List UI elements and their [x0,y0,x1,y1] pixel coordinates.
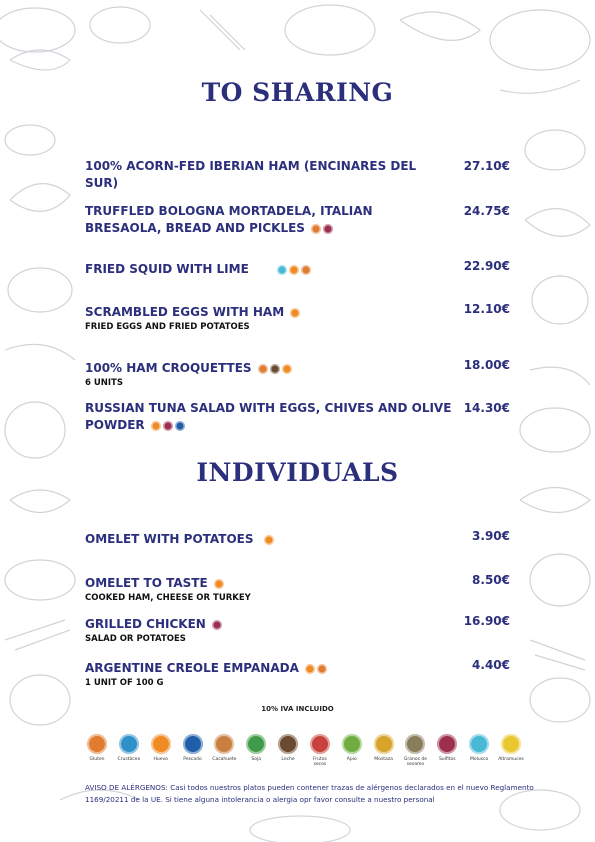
molusco-icon [277,265,287,275]
legend-soja: Soja [243,734,269,767]
huevo-icon [151,734,171,754]
item-price: 4.40€ [472,658,510,672]
item-name: OMELET TO TASTE [85,576,208,590]
vat-included-note: 10% IVA INCLUIDO [261,705,334,713]
item-name: SCRAMBLED EGGS WITH HAM [85,305,285,319]
legend-mostaza: Mostaza [371,734,397,767]
legend-molusco: Molusco [466,734,492,767]
molusco-icon [469,734,489,754]
legend-sulfitos: Sulfitos [434,734,460,767]
altramuces-icon [501,734,521,754]
item-name: ARGENTINE CREOLE EMPANADA [85,661,299,675]
item-name: GRILLED CHICKEN [85,617,206,631]
item-price: 18.00€ [463,358,510,372]
allergen-icons [258,364,292,374]
item-name: 100% HAM CROQUETTES [85,361,252,375]
leche-icon [270,364,280,374]
menu-item [85,613,515,645]
allergen-icons [264,535,274,545]
item-name: FRIED SQUID WITH LIME [85,262,249,276]
gluten-icon [301,265,311,275]
crustaceo-icon [119,734,139,754]
item-price: 14.30€ [463,401,510,415]
sulfitos-icon [163,421,173,431]
item-price: 12.10€ [463,302,510,316]
menu-item [85,657,515,689]
allergen-notice: AVISO DE ALÉRGENOS: Casi todos nuestros platos pueden contener trazas de alérgenos declarados en el nuevo Reglamento 1169/20211 de la UE. Si tiene alguna intolerancia o alergia opr favor consulte a nuestro personal [85,783,534,804]
legend-altramuces: Altramuces [498,734,524,767]
item-description: COOKED HAM, CHEESE OR TURKEY [85,593,251,603]
legend-gluten: Gluten [84,734,110,767]
gluten-icon [258,364,268,374]
gluten-icon [311,224,321,234]
item-name: TRUFFLED BOLOGNA MORTADELA, ITALIAN BRESAOLA, BREAD AND PICKLES [85,204,373,235]
legend-crustaceo: Crustáceo [116,734,142,767]
huevo-icon [264,535,274,545]
pescado-icon [175,421,185,431]
gluten-icon [317,664,327,674]
item-price: 27.10€ [463,159,510,173]
item-description: 6 UNITS [85,378,123,388]
allergen-icons [277,265,311,275]
soja-icon [246,734,266,754]
leche-icon [278,734,298,754]
huevo-icon [214,579,224,589]
menu-item [85,400,515,434]
legend-huevo: Huevo [148,734,174,767]
legend-apio: Apio [339,734,365,767]
item-price: 24.75€ [463,204,510,218]
legend-frutos-secos: Frutos secos [307,734,333,767]
section-title-individuals: INDIVIDUALS [196,458,399,487]
apio-icon [342,734,362,754]
huevo-icon [305,664,315,674]
allergen-icons [151,421,185,431]
menu-item [85,572,515,604]
menu-item [85,158,515,192]
item-price: 8.50€ [472,573,510,587]
section-title-sharing: TO SHARING [201,78,394,107]
item-price: 3.90€ [472,529,510,543]
item-description: SALAD OR POTATOES [85,634,186,644]
menu-item [85,258,515,278]
allergen-icons [214,579,224,589]
menu-item [85,301,515,333]
legend-leche: Leche [275,734,301,767]
menu-item [85,203,515,237]
item-name: RUSSIAN TUNA SALAD WITH EGGS, CHIVES AND OLIVE POWDER [85,401,452,432]
item-description: 1 UNIT OF 100 G [85,678,164,688]
item-description: FRIED EGGS AND FRIED POTATOES [85,322,250,332]
allergen-icons [212,620,222,630]
cacahuete-icon [214,734,234,754]
allergen-legend [84,734,524,767]
item-price: 22.90€ [463,259,510,273]
gluten-icon [87,734,107,754]
sulfitos-icon [323,224,333,234]
allergen-icons [311,224,333,234]
sulfitos-icon [212,620,222,630]
item-price: 16.90€ [463,614,510,628]
allergen-icons [305,664,327,674]
huevo-icon [151,421,161,431]
item-name: OMELET WITH POTATOES [85,532,254,546]
huevo-icon [282,364,292,374]
legend-sesamo: Granos de sesamo [402,734,428,767]
legend-pescado: Pescado [180,734,206,767]
sulfitos-icon [437,734,457,754]
legend-cacahuete: Cacahuete [211,734,237,767]
frutos-secos-icon [310,734,330,754]
allergen-icons [290,308,300,318]
pescado-icon [183,734,203,754]
menu-item [85,357,515,389]
sesamo-icon [405,734,425,754]
huevo-icon [289,265,299,275]
mostaza-icon [374,734,394,754]
item-name: 100% ACORN-FED IBERIAN HAM (ENCINARES DEL SUR) [85,159,417,190]
menu-item [85,528,515,548]
huevo-icon [290,308,300,318]
